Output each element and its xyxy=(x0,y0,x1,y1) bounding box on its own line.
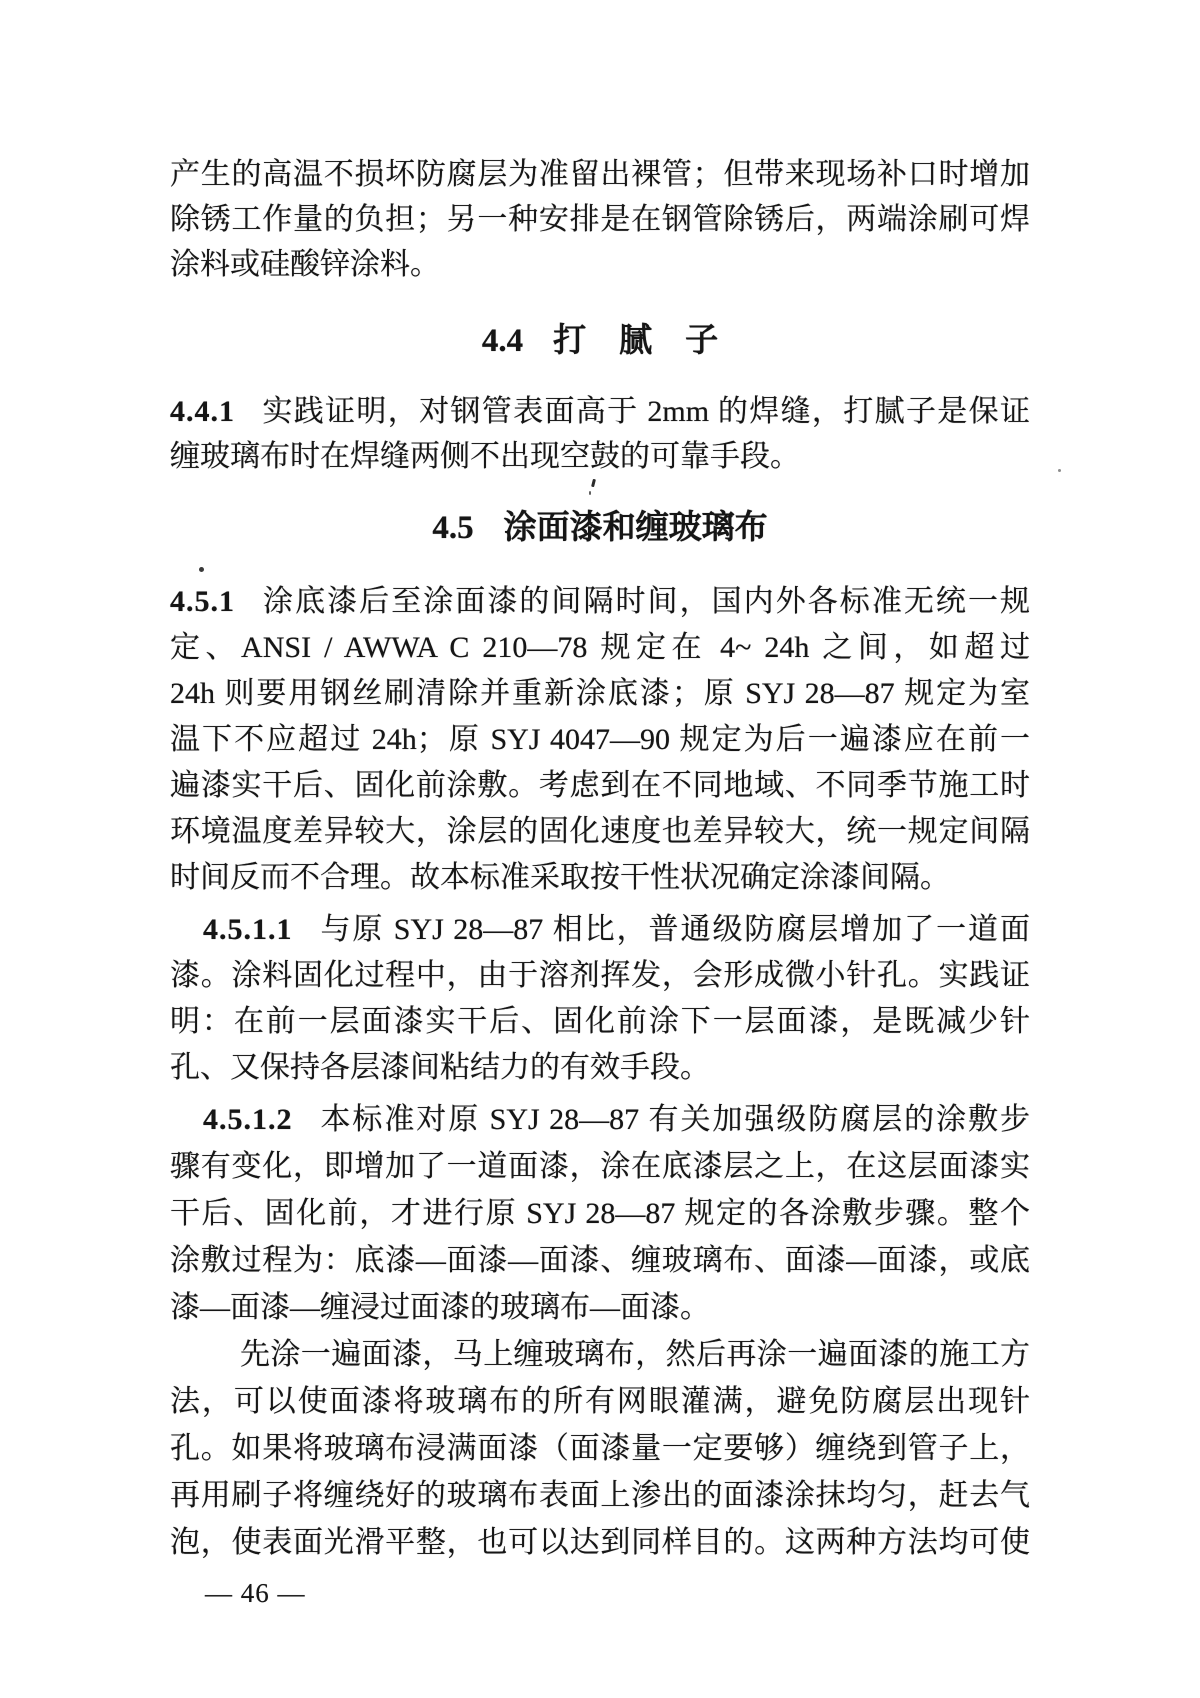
text-line: 先涂一遍面漆，马上缠玻璃布，然后再涂一遍面漆的施工方 xyxy=(240,1338,1030,1371)
text-line: 孔。如果将玻璃布浸满面漆（面漆量一定要够）缠绕到管子上， xyxy=(170,1432,1030,1465)
text-line: 明：在前一层面漆实干后、固化前涂下一层面漆，是既减少针 xyxy=(170,1005,1030,1038)
clause-text: 实践证明，对钢管表面高于 2mm 的焊缝，打腻子是保证 xyxy=(261,395,1030,428)
clause-text: 本标准对原 SYJ 28—87 有关加强级防腐层的涂敷步 xyxy=(318,1103,1030,1136)
scan-speck xyxy=(199,567,204,572)
clause-number: 4.5.1 xyxy=(170,585,235,618)
clause-text: 与原 SYJ 28—87 相比，普通级防腐层增加了一道面 xyxy=(318,913,1030,946)
text-line xyxy=(170,1096,1030,1143)
scan-speck xyxy=(589,491,591,495)
text-line: 法，可以使面漆将玻璃布的所有网眼灌满，避免防腐层出现针 xyxy=(170,1385,1030,1418)
section-heading-4-5 xyxy=(170,504,1030,549)
text-line: 时间反而不合理。故本标准采取按干性状况确定涂漆间隔。 xyxy=(170,861,950,894)
clause-number: 4.4.1 xyxy=(170,395,235,428)
text-line: 孔、又保持各层漆间粘结力的有效手段。 xyxy=(170,1051,710,1084)
paragraph-4-5-1-2 xyxy=(170,1096,1030,1331)
text-line xyxy=(170,389,1030,434)
text-line: 缠玻璃布时在焊缝两侧不出现空鼓的可靠手段。 xyxy=(170,440,800,473)
page-number: — 46 — xyxy=(205,1578,306,1608)
text-line: 24h 则要用钢丝刷清除并重新涂底漆；原 SYJ 28—87 规定为室 xyxy=(170,677,1030,710)
text-line: 干后、固化前，才进行原 SYJ 28—87 规定的各涂敷步骤。整个 xyxy=(170,1197,1030,1230)
section-heading-4-4 xyxy=(170,317,1030,362)
text-line: 漆—面漆—缠浸过面漆的玻璃布—面漆。 xyxy=(170,1291,710,1324)
clause-text: 涂底漆后至涂面漆的间隔时间，国内外各标准无统一规 xyxy=(261,585,1030,618)
text-line xyxy=(170,907,1030,953)
text-line: 涂料或硅酸锌涂料。 xyxy=(170,248,440,281)
section-title: 打 腻 子 xyxy=(553,321,719,358)
section-number: 4.4 xyxy=(481,323,524,359)
paragraph-final xyxy=(170,1331,1030,1566)
text-line: 定、ANSI / AWWA C 210—78 规定在 4~ 24h 之间，如超过 xyxy=(170,631,1030,664)
paragraph-intro xyxy=(170,152,1030,287)
text-line: 遍漆实干后、固化前涂敷。考虑到在不同地域、不同季节施工时 xyxy=(170,769,1030,802)
paragraph-4-5-1-1 xyxy=(170,907,1030,1091)
text-line: 除锈工作量的负担；另一种安排是在钢管除锈后，两端涂刷可焊 xyxy=(170,203,1030,236)
paragraph-4-5-1 xyxy=(170,579,1030,901)
scan-speck xyxy=(1058,469,1061,472)
text-line: 温下不应超过 24h；原 SYJ 4047—90 规定为后一遍漆应在前一 xyxy=(170,723,1030,756)
text-line: 涂敷过程为：底漆—面漆—面漆、缠玻璃布、面漆—面漆，或底 xyxy=(170,1244,1030,1277)
clause-number: 4.5.1.2 xyxy=(203,1103,293,1136)
text-line: 再用刷子将缠绕好的玻璃布表面上渗出的面漆涂抹均匀，赶去气 xyxy=(170,1479,1030,1512)
text-line: 环境温度差异较大，涂层的固化速度也差异较大，统一规定间隔 xyxy=(170,815,1030,848)
section-title: 涂面漆和缠玻璃布 xyxy=(503,508,768,545)
section-number: 4.5 xyxy=(432,510,474,546)
text-line: 产生的高温不损坏防腐层为准留出裸管；但带来现场补口时增加 xyxy=(170,158,1030,191)
text-line: 泡，使表面光滑平整，也可以达到同样目的。这两种方法均可使 xyxy=(170,1526,1030,1559)
text-line xyxy=(170,579,1030,625)
text-line: 骤有变化，即增加了一道面漆，涂在底漆层之上，在这层面漆实 xyxy=(170,1150,1030,1183)
text-line: 漆。涂料固化过程中，由于溶剂挥发，会形成微小针孔。实践证 xyxy=(170,959,1030,992)
clause-number: 4.5.1.1 xyxy=(203,913,293,946)
paragraph-4-4-1 xyxy=(170,389,1030,479)
scan-speck xyxy=(591,479,596,487)
